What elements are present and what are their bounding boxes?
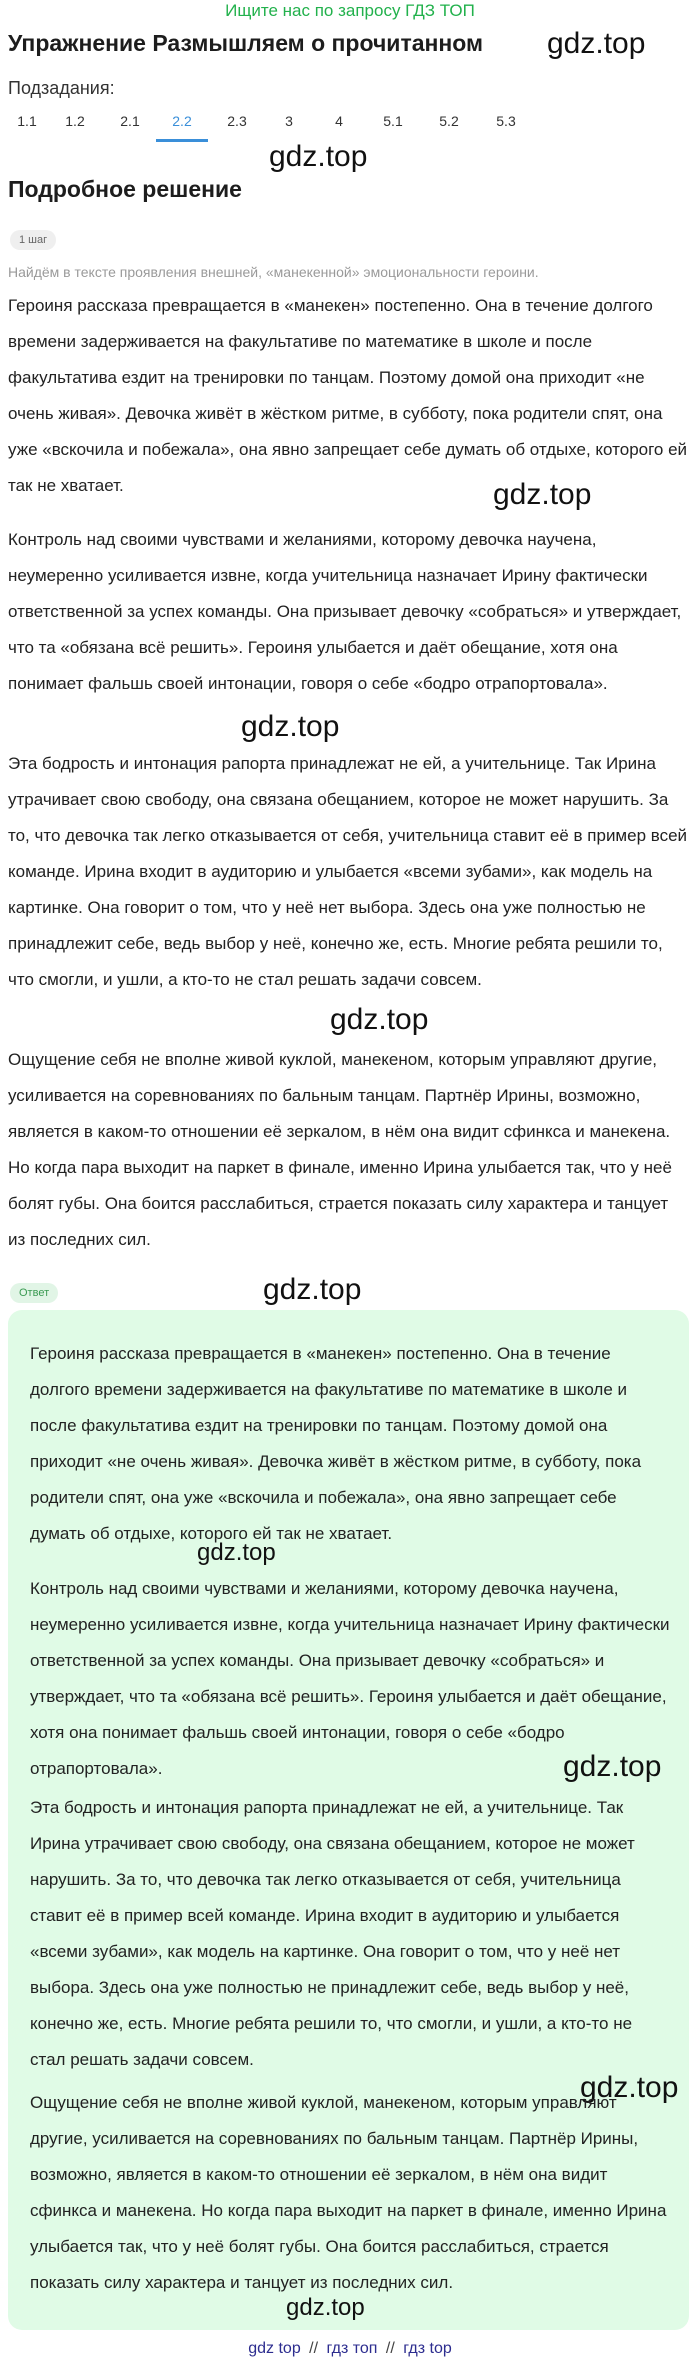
solution-paragraph: Контроль над своими чувствами и желаниями, которому девочка научена, неумеренно усиливается извне, когда учительница назначает Ирину фактически ответственной за успех команды. Она призывает девочку «собраться» и утверждает, что та «обязана всё решить». Героиня улыбается и даёт обещание, хотя она понимает фальшь своей интонации, говоря о себе «бодро отрапортовала». [8,530,682,693]
answer-paragraph: Эта бодрость и интонация рапорта принадлежат не ей, а учительнице. Так Ирина утрачивает свою свободу, она связана обещанием, которое не может нарушить. За то, что девочка так легко отказывается от себя, учительница ставит её в пример всей команде. Ирина входит в аудиторию и улыбается «всеми зубами», как модель на картинке. Она говорит о том, что у неё нет выбора. Здесь она уже полностью не принадлежит себе, ведь выбор у неё, конечно же, есть. Многие ребята решили то, что смогли, и ушли, а кто-то не стал решать задачи совсем. [30,1798,635,2069]
tab-1-1[interactable]: 1.1 [17,113,37,129]
watermark: gdz.top [330,1003,429,1036]
search-banner[interactable]: Ищите нас по запросу ГДЗ ТОП [225,1,475,20]
footer-link-gdz-top[interactable]: gdz top [248,2340,301,2357]
tab-2-1[interactable]: 2.1 [120,113,140,129]
watermark: gdz.top [197,1539,276,1566]
tab-1-2[interactable]: 1.2 [65,113,85,129]
tab-2-3[interactable]: 2.3 [227,113,247,129]
subtask-tabs [8,106,534,142]
answer-paragraph: Контроль над своими чувствами и желаниями, которому девочка научена, неумеренно усиливается извне, когда учительница назначает Ирину фактически ответственной за успех команды. Она призывает девочку «собраться» и утверждает, что та «обязана всё решить». Героиня улыбается и даёт обещание, хотя она понимает фальшь своей интонации, говоря о себе «бодро отрапортовала». [30,1579,670,1778]
solution-title: Подробное решение [8,176,242,202]
watermark: gdz.top [563,1750,662,1783]
watermark: gdz.top [580,2071,679,2104]
tab-4[interactable]: 4 [335,113,343,129]
watermark: gdz.top [269,140,368,173]
footer-link-gdz-top-mixed[interactable]: гдз top [403,2340,452,2357]
watermark: gdz.top [286,2294,365,2321]
footer-link-gdz-top-ru[interactable]: гдз топ [326,2340,378,2357]
footer-separator: // [309,2340,319,2357]
watermark: gdz.top [241,710,340,743]
subtasks-label: Подзадания: [8,78,115,98]
tab-2-2[interactable]: 2.2 [156,106,208,142]
tab-5-1[interactable]: 5.1 [383,113,403,129]
watermark: gdz.top [547,27,646,60]
solution-paragraph: Эта бодрость и интонация рапорта принадлежат не ей, а учительнице. Так Ирина утрачивает свою свободу, она связана обещанием, которое не может нарушить. За то, что девочка так легко отказывается от себя, учительница ставит её в пример всей команде. Ирина входит в аудиторию и улыбается «всеми зубами», как модель на картинке. Она говорит о том, что у неё нет выбора. Здесь она уже полностью не принадлежит себе, ведь выбор у неё, конечно же, есть. Многие ребята решили то, что смогли, и ушли, а кто-то не стал решать задачи совсем. [8,754,688,989]
footer-links [0,2338,700,2360]
step-badge: 1 шаг [10,230,56,250]
page-title: Упражнение Размышляем о прочитанном [8,30,484,56]
tab-3[interactable]: 3 [285,113,293,129]
tab-5-2[interactable]: 5.2 [439,113,459,129]
solution-paragraph: Героиня рассказа превращается в «манекен» постепенно. Она в течение долгого времени задерживается на факультативе по математике в школе и после факультатива ездит на тренировки по танцам. Поэтому домой она приходит «не очень живая». Девочка живёт в жёстком ритме, в субботу, пока родители спят, она уже «вскочила и побежала», она явно запрещает себе думать об отдыхе, которого ей так не хватает. [8,296,688,495]
solution-hint: Найдём в тексте проявления внешней, «манекенной» эмоциональности героини. [8,264,539,280]
answer-paragraph: Героиня рассказа превращается в «манекен» постепенно. Она в течение долгого времени задерживается на факультативе по математике в школе и после факультатива ездит на тренировки по танцам. Поэтому домой она приходит «не очень живая». Девочка живёт в жёстком ритме, в субботу, пока родители спят, она уже «вскочила и побежала», она явно запрещает себе думать об отдыхе, которого ей так не хватает. [30,1344,642,1543]
watermark: gdz.top [263,1273,362,1306]
tab-5-3[interactable]: 5.3 [496,113,516,129]
solution-paragraph: Ощущение себя не вполне живой куклой, манекеном, которым управляют другие, усиливается на соревнованиях по бальным танцам. Партнёр Ирины, возможно, является в каком-то отношении её зеркалом, в нём она видит сфинкса и манекена. Но когда пара выходит на паркет в финале, именно Ирина улыбается так, что у неё болят губы. Она боится расслабиться, страется показать силу характера и танцует из последних сил. [8,1050,672,1249]
answer-badge: Ответ [10,1283,58,1303]
answer-paragraph: Ощущение себя не вполне живой куклой, манекеном, которым управляют другие, усиливается на соревнованиях по бальным танцам. Партнёр Ирины, возможно, является в каком-то отношении её зеркалом, в нём она видит сфинкса и манекена. Но когда пара выходит на паркет в финале, именно Ирина улыбается так, что у неё болят губы. Она боится расслабиться, страется показать силу характера и танцует из последних сил. [30,2093,667,2292]
footer-separator: // [385,2340,395,2357]
watermark: gdz.top [493,478,592,511]
